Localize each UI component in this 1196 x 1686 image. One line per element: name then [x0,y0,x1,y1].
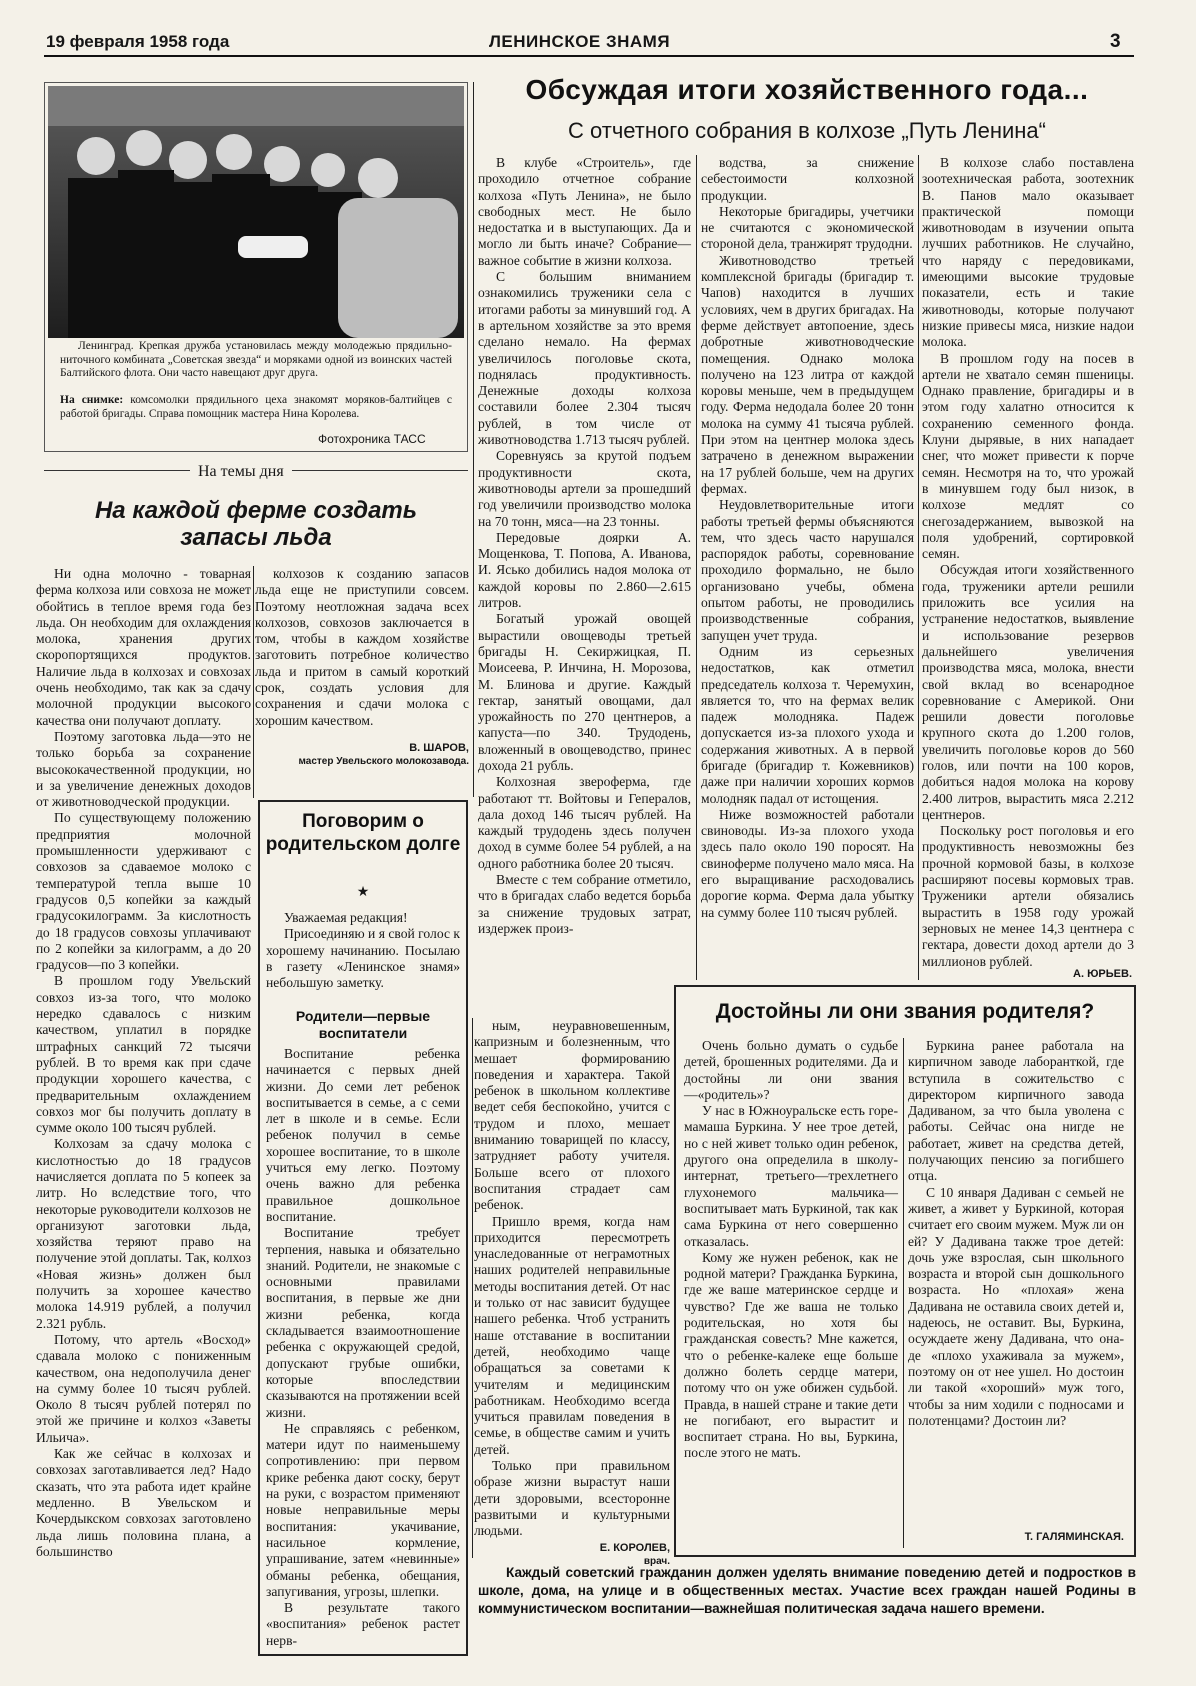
paragraph: Богатый урожай овощей вырастили овощеводы третьей бригады Н. Секиржицкая, П. Моисеева, Р. Инчина, Н. Морозова, М. Блинова и другие. Каждый гектар, занятый овощами, дал урожайность по 270 центнеров, а капуста—по 340. Трудодень, вложенный в овощеводство, принес дохода 21 рубль. [478,611,691,773]
column-rule [253,566,254,798]
kolkhoz-column-2 [701,155,914,980]
duty-author: Е. КОРОЛЕВ, [599,1542,670,1554]
paragraph: Животноводство третьей комплексной бригады (бригадир т. Чапов) находится в лучших условиях, чем в других бригадах. На ферме действует автопоение, здесь добротные животноводческие помещения. Однако молока получено на 123 литра от каждой коровы меньше, чем в предыдущем году. Ферма недодала более 20 тонн молока на сумму 41 тысяча рублей. При этом на центнер молока здесь затрачено в денежном выражении на 17 рублей больше, чем на других фермах. [701,252,915,496]
photo-credit: Фотохроника ТАСС [318,432,426,446]
paragraph: ным, неуравновешенным, капризным и болезненным, что мешает формированию поведения и характера. Такой ребенок в школьном коллективе ведет себя беспокойно, учится с трудом и плохо, мешает вниманию товарищей по классу, затрудняет работу учителя. Больше всего от плохого воспитания страдает сам ребенок. [474,1018,670,1213]
photo-image [48,86,464,338]
ice-title: На каждой ферме создать запасы льда [94,497,418,551]
duty-subtitle: Родители—первые воспитатели [295,1008,431,1041]
ice-column-1 [36,566,251,1681]
kolkhoz-subhead: С отчетного собрания в колхозе „Путь Ленина“ [568,118,1046,143]
duty-letter [266,910,460,1008]
paragraph: В клубе «Строитель», где проходило отчетное собрание колхоза «Путь Ленина», не было свободных мест. Не было недостатка и в выступающих. Да и могло ли быть иначе? Собрание—важное событие в жизни колхоза. [478,155,691,268]
appeal-text: Каждый советский гражданин должен уделять внимание поведению детей и подростков в школе, дома, на улице и в общественных местах. Участие всех граждан нашей Родины в коммунистическом воспитании—важнейшая политическая задача нашего времени. [478,1565,1136,1616]
photo-caption-text: комсомолки прядильного цеха знакомят моряков-балтийцев с работой бригады. Справа помощник мастера Нина Королева. [60,394,453,420]
paragraph: Ниже возможностей работали свиноводы. Из-за плохого ухода здесь пало около 190 поросят. На свиноферме получено мало мяса. На его выращивание расходовались дорогие корма. Ферма дала убытку на сумму более 110 тысяч рублей. [701,806,914,920]
paragraph: Кому же нужен ребенок, как не родной матери? Гражданка Буркина, где же ваше материнское сердце и чувство? Где же ваша не только родительская, но хотя бы гражданская совесть? Мне кажется, что о ребенке-калеке еще больше должно болеть сердце матери, потому что он уже обижен судьбой. Правда, в нашей стране и такие дети не погибают, его вырастит и воспитает страна. Но вы, Буркина, после этого не мать. [684,1249,898,1461]
parents-column-1 [684,1038,898,1550]
duty-author-role: врач. [643,1556,670,1567]
duty-column-1 [266,1046,460,1648]
paragraph: Не справляясь с ребенком, матери идут по наименьшему сопротивлению: при первом крике ребенка дают соску, берут на руки, с возрастом применяют новые неправильные меры воспитания: укачивание, насильное кормление, упрашивание, затем «невинные» обманы ребенка, обещания, запугивания, угрозы, шлепки. [266,1420,460,1599]
paragraph: Пришло время, когда нам приходится пересмотреть унаследованные от неграмотных наших родителей неправильные методы воспитания детей. От нас и только от нас зависит будущее нашего ребенка. Чтоб устранить наше отставание в воспитании детей, необходимо чаще обращаться за советами к учителям и медицинским работникам. Необходимо всегда учиться правилам поведения в семье, в обществе самим и учить детей. [474,1213,670,1457]
column-rule [696,155,697,980]
paragraph: Ни одна молочно - товарная ферма колхоза или совхоза не может обойтись в теплое время года без льда. Он необходим для охлаждения молока, хранения других скоропортящихся продуктов. Наличие льда в колхозах и совхозах очень необходимо, так как за сдачу молочной продукции высокого качества они получают доплату. [36,566,251,728]
paragraph: Поскольку рост поголовья и его продуктивность невозможны без прочной кормовой базы, в колхозе расширяют посевы кормовых трав. Труженики артели обязались вырастить в 1958 году урожай зерновых не менее 14,3 центнера с гектара, довести доход артели до 3 миллионов рублей. [922,823,1134,969]
paragraph: Потому, что артель «Восход» сдавала молоко с пониженным качеством, она недополучила денег на сумму более 10 тысяч рублей. Около 8 тысяч рублей потерял по этой же причине и колхоз «Заветы Ильича». [36,1331,251,1445]
duty-column-2 [474,1018,670,1539]
paragraph: Как же сейчас в колхозах и совхозах заготавливается лед? Надо сказать, что эта работа идет крайне медленно. В Увельском и Кочердыкском совхозах заготовлено льда лишь половина плана, а большинство [36,1446,251,1559]
paragraph: В результате такого «воспитания» ребенок растет нерв- [266,1600,460,1648]
photo-caption-detail [60,394,452,421]
paragraph: Поэтому заготовка льда—это не только борьба за сохранение высококачественной продукции, но и за увеличение денежных доходов от животноводческой продукции. [36,728,251,810]
page-number: 3 [1110,31,1121,52]
column-rule [903,1038,904,1548]
paragraph: Вместе с тем собрание отметило, что в бригадах слабо ведется борьба за снижение трудовых затрат, издержек произ- [478,872,691,936]
kolkhoz-column-1 [478,155,691,980]
paragraph: Присоединяю и я свой голос к хорошему начинанию. Посылаю в газету «Ленинское знамя» небольшую заметку. [266,926,460,991]
paragraph: водства, за снижение себестоимости колхозной продукции. [701,155,914,203]
photo-caption: Ленинград. Крепкая дружба установилась между молодежью прядильно-ниточного комбината „Советская звезда“ и моряками одной из воинских частей Балтийского флота. Они часто навещают друг друга. [60,340,452,379]
paragraph: В прошлом году на посев в артели не хватало семян пшеницы. Однако правление, бригадиры и в этом году халатно относится к сохранению семенного фонда. Клуни дырявые, в них нападает снег, что может привести к порче семян. Несмотря на то, что урожай в минувшем году был низок, в колхозе медлят со снегозадержанием, вывозкой на поля удобрений, сортировкой семян. [922,350,1134,562]
ice-author: В. ШАРОВ, [409,742,469,754]
issue-date: 19 февраля 1958 года [46,32,230,51]
paragraph: Очень больно думать о судьбе детей, брошенных родителями. Да и достойны ли они звания—«родитель»? [684,1038,898,1102]
paragraph: Некоторые бригадиры, учетчики не считаются с экономической стороной дела, транжирят трудодни. [701,203,914,252]
paragraph: У нас в Южноуральске есть горе-мамаша Буркина. У нее трое детей, но с ней живет только один ребенок, другого она определила в школу-интернат, третьего—трехлетнего глухонемого мальчика—воспитывает мать Буркиной, так как сама Буркина от него совершенно отказалась. [684,1103,898,1249]
paragraph: Буркина ранее работала на кирпичном заводе лаборанткой, где вступила в сожительство с директором кирпичного завода Дадиваном, за что была уволена с работы. Сейчас она нигде не работает, живет на средства детей, получающих пенсию за погибшего отца. [908,1038,1124,1184]
newspaper-name: ЛЕНИНСКОЕ ЗНАМЯ [489,32,671,51]
paragraph: С большим вниманием ознакомились труженики села с итогами работы за минувший год. А в артельном хозяйстве за это время сделано немало. На фермах увеличилось поголовье скота, поднялась продуктивность. Денежные доходы колхоза составили более 2.304 тысяч рублей, в том числе от животноводства 1.713 тысяч рублей. [478,269,691,448]
paragraph: Передовые доярки А. Мощенкова, Т. Попова, А. Иванова, И. Ясько добились надоя молока от каждой коровы по 2.860—2.615 литров. [478,529,691,611]
paragraph: Колхозам за сдачу молока с кислотностью до 18 градусов начисляется доплата по 5 копеек за литр. Но вследствие того, что некоторые руководители колхозов не организуют заготовки льда, хозяйства теряют право на получение этой доплаты. Так, колхоз «Новая жизнь» должен был получить за хорошее качество молока 14.919 рублей, а получил 2.321 рубль. [36,1136,251,1331]
paragraph: Колхозная звероферма, где работают тт. Войтовы и Гепералов, дала доход 146 тысяч рублей. На каждый трудодень здесь получен доход в сумме более 54 рублей, а на одного работника более 20 тысяч. [478,774,691,871]
paragraph: Воспитание требует терпения, навыка и обязательно знаний. Родители, не знакомые с основными правилами воспитания, в первые же дни жизни ребенка, когда складывается взаимоотношение ребенка с окружающей средой, допускают грубые ошибки, которые впоследствии сказываются на протяжении всей жизни. [266,1225,460,1420]
parents-column-2 [908,1038,1124,1520]
kolkhoz-author: А. ЮРЬЕВ. [1073,968,1132,980]
paragraph: Одним из серьезных недостатков, как отметил председатель колхоза т. Черемухин, является то, что на фермах велик падеж молодняка. Падеж допускается из-за плохого ухода и содержания животных. А в первой бригаде (бригадир т. Кожевников) даже при наличии хороших кормов молодняк падал от истощения. [701,643,914,806]
paragraph: Только при правильном образе жизни вырастут наши дети здоровыми, всесторонне развитыми и культурными людьми. [474,1458,670,1539]
column-rule [472,1018,473,1558]
ice-column-2 [255,566,469,728]
parents-author: Т. ГАЛЯМИНСКАЯ. [1024,1531,1124,1543]
paragraph: Соревнуясь за крутой подъем продуктивности скота, животноводы артели за прошедший год увеличили производство молока на 70 тонн, мяса—на 23 тонны. [478,448,691,529]
paragraph: С 10 января Дадиван с семьей не живет, а живет у Буркиной, которая считает его своим мужем. Муж ли он ей? У Дадивана также трое детей: дочь уже взрослая, сын школьного возраста и второй сын дошкольного возраста. Но «плохая» жена Дадивана не оставила своих детей и, надеюсь, не оставит. Вы, Буркина, осуждаете жену Дадивана, что она-де «плохо ухаживала за мужем», поэтому он от нее ушел. Но достоин ли такой «хороший» муж того, чтобы за ним ходили с подносами и полотенцами? Достоин ли? [908,1184,1124,1428]
kolkhoz-column-3 [922,155,1134,969]
star-icon: ★ [356,884,370,900]
kolkhoz-headline: Обсуждая итоги хозяйственного года... [525,74,1089,105]
paragraph: колхозов к созданию запасов льда еще не приступили совсем. Поэтому неотложная задача всех колхозов, совхозов заключается в том, чтобы в каждом хозяйстве заготовить потребное количество льда и притом в самый короткий срок, создать условия для сохранения и сдачи молока с хорошим качеством. [255,566,469,728]
parents-title: Достойны ли они звания родителя? [715,1000,1095,1023]
duty-title: Поговорим о родительском долге [265,811,461,855]
paragraph: Обсуждая итоги хозяйственного года, труженики артели решили приложить все усилия на устранение недостатков, выявление и использование резервов дальнейшего увеличения производства мяса, молока, внести свой вклад во всенародное соревнование с Америкой. Они решили довести поголовье крупного скота до 1.200 голов, увеличить поголовье коров до 560 голов, или почти на 100 коров, добиться надоя молока на корову 2.400 литров, вырастить мяса 2.212 центнеров. [922,562,1134,822]
rubric-label: На темы дня [190,463,292,481]
paragraph: Неудовлетворительные итоги работы третьей фермы объясняются тем, что здесь часто нарушался распорядок работы, соревнование проходило формально, не было организовано учебы, обмена опытом работы, не проводились производственные собрания, запущен учет труда. [701,497,914,643]
column-rule [473,82,474,797]
photo-illustration [48,86,464,338]
paragraph: В прошлом году Увельский совхоз из-за того, что молоко нередко сдавалось с низким качеством, уплатил в порядке штрафных санкций 72 тысячи рублей. В то время как при сдаче продукции хорошего качества, с предварительным охлаждением совхоз мог бы получить доплату в сумме около 100 тысяч рублей. [36,973,251,1136]
paragraph: Воспитание ребенка начинается с первых дней жизни. До семи лет ребенок воспитывается в семье, а с семи лет в школе и в семье. Если ребенок получил в семье хорошее воспитание, то в школе учиться ему легко. Поэтому очень важно для ребенка правильное дошкольное воспитание. [266,1046,460,1224]
paragraph: По существующему положению предприятия молочной промышленности удерживают с совхозов за сдаваемое молоко с температурой тепла выше 10 градусов 0,5 копейки за каждый градусокилограмм. За кислотность до 18 градусов совхозы уплачивают по 2 копейки за килограмм, а до 20 градусов—по 3 копейки. [36,810,251,973]
paragraph: В колхозе слабо поставлена зоотехническая работа, зоотехник В. Панов мало оказывает практической помощи животноводам в изучении опыта лучших работников. Не случайно, что наряду с передовиками, имеющими высокие трудовые показатели, есть и такие животноводы, которые получают низкие привесы мяса, низкие надои молока. [922,155,1134,350]
photo-caption-label: На снимке: [60,394,124,406]
column-rule [918,155,919,980]
paragraph: Уважаемая редакция! [284,910,408,925]
ice-author-role: мастер Увельского молокозавода. [298,756,469,767]
masthead-rule [44,55,1134,57]
